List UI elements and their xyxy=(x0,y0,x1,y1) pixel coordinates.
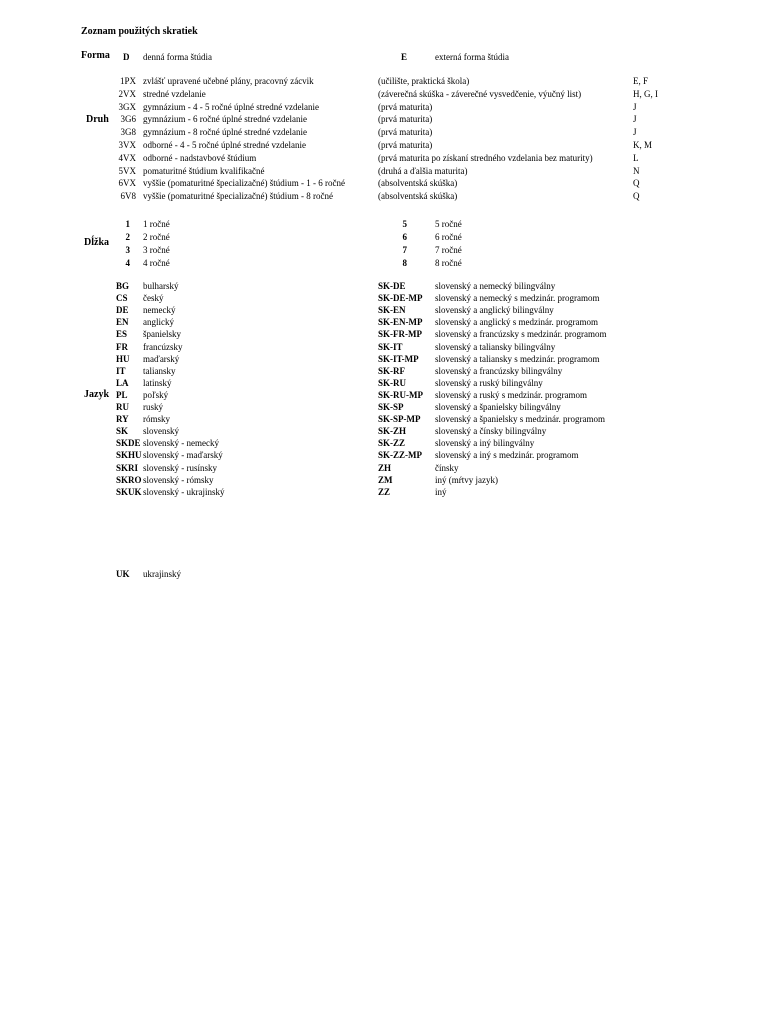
jazyk-code: SK-SP-MP xyxy=(378,414,421,425)
dlzka-code: 5 xyxy=(402,219,407,229)
jazyk-text: iný (mŕtvy jazyk) xyxy=(435,474,498,485)
jazyk-code: SKRI xyxy=(116,462,139,473)
jazyk-code: SK-EN-MP xyxy=(378,317,423,328)
druh-code: 4VX xyxy=(118,152,136,163)
jazyk-text: slovenský a iný s medzinár. programom xyxy=(435,450,579,461)
dlzka-code: 2 xyxy=(125,232,130,242)
forma-code-d: D xyxy=(123,52,130,62)
forma-text-d: denná forma štúdia xyxy=(143,52,212,62)
jazyk-code: HU xyxy=(116,353,130,364)
druh-note: (prvá maturita) xyxy=(378,101,433,112)
dlzka-text: 4 ročné xyxy=(143,258,170,268)
druh-text: vyššie (pomaturitné špecializačné) štúdium - 1 - 6 ročné xyxy=(143,178,345,189)
druh-code: 2VX xyxy=(118,88,136,99)
dlzka-code: 3 xyxy=(125,245,130,255)
jazyk-text: slovenský a nemecký s medzinár. programom xyxy=(435,293,600,304)
druh-grade: L xyxy=(633,152,639,163)
jazyk-code: SK-RU-MP xyxy=(378,389,423,400)
druh-code: 3G6 xyxy=(120,114,136,125)
jazyk-text: slovenský - nemecký xyxy=(143,438,219,449)
page-title: Zoznam použitých skratiek xyxy=(81,26,198,37)
jazyk-code: SK-ZH xyxy=(378,426,407,437)
jazyk-code: SK-FR-MP xyxy=(378,329,422,340)
forma-code-e: E xyxy=(401,52,408,62)
druh-text: stredné vzdelanie xyxy=(143,88,206,99)
druh-grade: J xyxy=(633,114,637,125)
druh-grade: Q xyxy=(633,191,640,202)
jazyk-text: nemecký xyxy=(143,305,176,316)
druh-code: 3VX xyxy=(118,140,136,150)
jazyk-text: ruský xyxy=(143,402,163,412)
dlzka-code: 7 xyxy=(402,245,407,255)
druh-grade: K, M xyxy=(633,140,653,150)
jazyk-text: slovenský a čínsky bilingválny xyxy=(435,426,547,437)
druh-grade: J xyxy=(633,127,637,138)
jazyk-text: slovenský - rómsky xyxy=(143,474,214,485)
jazyk-code: PL xyxy=(116,389,128,400)
jazyk-label: Jazyk xyxy=(84,389,109,400)
jazyk-code: SK-RU xyxy=(378,377,407,388)
druh-grade: E, F xyxy=(633,76,649,86)
forma-text-e: externá forma štúdia xyxy=(435,52,509,62)
jazyk-text: taliansky xyxy=(143,365,176,376)
jazyk-code: SK-IT xyxy=(378,341,403,352)
jazyk-text: slovenský a španielsky bilingválny xyxy=(435,402,561,412)
jazyk-code: SK-DE xyxy=(378,281,406,291)
druh-text: gymnázium - 4 - 5 ročné úplné stredné vzdelanie xyxy=(143,101,319,112)
jazyk-code: SK xyxy=(116,426,129,437)
jazyk-code: RU xyxy=(116,402,129,412)
jazyk-code: SKHU xyxy=(116,450,142,461)
druh-note: (druhá a ďalšia maturita) xyxy=(378,165,468,176)
druh-code: 3G8 xyxy=(120,127,136,138)
jazyk-text: slovenský xyxy=(143,426,179,437)
druh-note: (záverečná skúška - záverečné vysvedčenie, výučný list) xyxy=(378,88,582,99)
druh-note: (prvá maturita) xyxy=(378,127,433,138)
forma-label: Forma xyxy=(81,50,110,61)
jazyk-text: latinský xyxy=(143,377,172,388)
dlzka-label: Dĺžka xyxy=(84,237,109,248)
druh-note: (učilište, praktická škola) xyxy=(378,76,470,86)
jazyk-text: slovenský a iný bilingválny xyxy=(435,438,535,449)
dlzka-text: 6 ročné xyxy=(435,232,462,242)
dlzka-text: 7 ročné xyxy=(435,245,462,255)
jazyk-text: španielsky xyxy=(143,329,181,340)
druh-code: 6V8 xyxy=(120,191,136,202)
jazyk-code: SK-IT-MP xyxy=(378,353,419,364)
jazyk-text: anglický xyxy=(143,317,174,328)
jazyk-text: slovenský - maďarský xyxy=(143,450,223,461)
jazyk-code: SKRO xyxy=(116,474,142,485)
jazyk-text: rómsky xyxy=(143,414,170,425)
dlzka-code: 4 xyxy=(125,258,130,268)
druh-code: 6VX xyxy=(118,178,136,189)
druh-text: gymnázium - 6 ročné úplné stredné vzdelanie xyxy=(143,114,307,125)
jazyk-text: francúzsky xyxy=(143,341,183,352)
druh-grade: Q xyxy=(633,178,640,189)
jazyk-text: bulharský xyxy=(143,281,179,291)
druh-text: pomaturitné štúdium kvalifikačné xyxy=(143,165,265,176)
dlzka-text: 3 ročné xyxy=(143,245,170,255)
druh-text: odborné - 4 - 5 ročné úplné stredné vzdelanie xyxy=(143,140,306,150)
jazyk-code: FR xyxy=(116,341,128,352)
jazyk-code: DE xyxy=(116,305,129,316)
jazyk-code: ES xyxy=(116,329,128,340)
jazyk-code: SK-SP xyxy=(378,402,404,412)
druh-code: 1PX xyxy=(119,76,136,86)
jazyk-code: RY xyxy=(116,414,129,425)
jazyk-text: slovenský a taliansky s medzinár. programom xyxy=(435,353,600,364)
dlzka-code: 1 xyxy=(125,219,130,229)
druh-note: (prvá maturita) xyxy=(378,114,433,125)
jazyk-code: SKDE xyxy=(116,438,141,449)
jazyk-code: SK-ZZ-MP xyxy=(378,450,422,461)
jazyk-extra-code: UK xyxy=(116,569,130,579)
druh-code: 5VX xyxy=(118,165,136,176)
druh-label: Druh xyxy=(86,114,109,125)
druh-code: 3GX xyxy=(118,101,136,112)
jazyk-text: slovenský a anglický s medzinár. programom xyxy=(435,317,598,328)
jazyk-text: slovenský a taliansky bilingválny xyxy=(435,341,556,352)
druh-grade: H, G, I xyxy=(633,88,658,99)
jazyk-code: CS xyxy=(116,293,128,304)
jazyk-text: slovenský a španielsky s medzinár. programom xyxy=(435,414,605,425)
druh-text: gymnázium - 8 ročné úplné stredné vzdelanie xyxy=(143,127,307,138)
dlzka-text: 1 ročné xyxy=(143,219,170,229)
jazyk-text: poľský xyxy=(143,389,169,400)
jazyk-code: ZM xyxy=(378,474,393,485)
jazyk-code: SK-EN xyxy=(378,305,406,316)
jazyk-code: SK-RF xyxy=(378,365,405,376)
jazyk-text: slovenský a francúzsky bilingválny xyxy=(435,365,563,376)
jazyk-text: slovenský - ukrajinský xyxy=(143,486,225,497)
jazyk-text: slovenský - rusínsky xyxy=(143,462,217,473)
druh-note: (prvá maturita) xyxy=(378,140,433,150)
druh-grade: N xyxy=(633,165,640,176)
jazyk-code: ZH xyxy=(378,462,392,473)
jazyk-text: iný xyxy=(435,486,447,497)
jazyk-code: LA xyxy=(116,377,129,388)
druh-text: odborné - nadstavbové štúdium xyxy=(143,152,257,163)
jazyk-text: slovenský a ruský s medzinár. programom xyxy=(435,389,587,400)
jazyk-text: slovenský a anglický bilingválny xyxy=(435,305,554,316)
jazyk-extra-text: ukrajinský xyxy=(143,569,181,579)
jazyk-text: český xyxy=(143,293,164,304)
jazyk-code: SK-ZZ xyxy=(378,438,406,449)
jazyk-text: slovenský a ruský bilingválny xyxy=(435,377,543,388)
jazyk-code: IT xyxy=(116,365,126,376)
jazyk-text: maďarský xyxy=(143,353,180,364)
jazyk-code: SKUK xyxy=(116,486,142,497)
druh-grade: J xyxy=(633,101,637,112)
jazyk-code: SK-DE-MP xyxy=(378,293,423,304)
druh-text: vyššie (pomaturitné špecializačné) štúdium - 8 ročné xyxy=(143,191,333,202)
jazyk-code: ZZ xyxy=(378,486,391,497)
dlzka-code: 8 xyxy=(402,258,407,268)
druh-text: zvlášť upravené učebné plány, pracovný zácvik xyxy=(143,76,314,86)
druh-note: (absolventská skúška) xyxy=(378,191,458,202)
jazyk-code: BG xyxy=(116,281,130,291)
druh-note: (absolventská skúška) xyxy=(378,178,458,189)
dlzka-code: 6 xyxy=(402,232,407,242)
jazyk-text: slovenský a francúzsky s medzinár. programom xyxy=(435,329,607,340)
jazyk-text: čínsky xyxy=(435,462,459,473)
dlzka-text: 8 ročné xyxy=(435,258,462,268)
druh-note: (prvá maturita po získaní stredného vzdelania bez maturity) xyxy=(378,152,593,163)
dlzka-text: 2 ročné xyxy=(143,232,170,242)
jazyk-text: slovenský a nemecký bilingválny xyxy=(435,281,556,291)
dlzka-text: 5 ročné xyxy=(435,219,462,229)
jazyk-code: EN xyxy=(116,317,129,328)
